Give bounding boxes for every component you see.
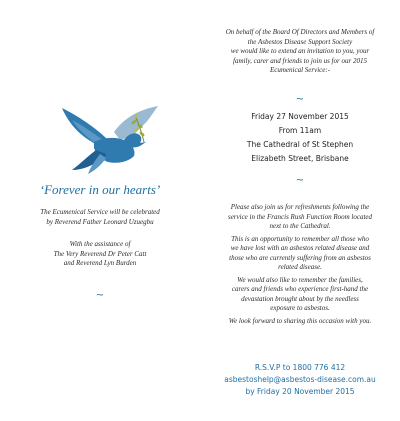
remember-paragraph: [200, 235, 400, 273]
families-paragraph: [200, 276, 400, 314]
assistance-text: [0, 240, 200, 269]
text-line: family, carer and friends to join us for our 2015: [233, 56, 367, 65]
closing-paragraph: We look forward to sharing this occasion with you.: [228, 316, 372, 325]
text-line: by Reverend Father Leonard Uzuegbu: [46, 217, 154, 226]
text-line: We would also like to remember the families,: [237, 275, 363, 284]
dove-with-olive-branch-icon: [58, 88, 166, 178]
text-line: The Ecumenical Service will be celebrated: [40, 208, 160, 216]
divider: ~: [295, 175, 305, 186]
text-line: exposure to asbestos.: [270, 304, 330, 312]
details-text: [200, 203, 400, 329]
text-line: next to the Cathedral.: [269, 222, 331, 230]
text-line: related disease.: [278, 263, 322, 271]
text-line: we have lost with an asbestos related disease and: [230, 244, 370, 252]
event-time: From 11am: [278, 126, 322, 135]
text-line: Please also join us for refreshments following the: [230, 203, 370, 211]
divider: ~: [95, 290, 105, 301]
celebrant-text: [0, 208, 200, 227]
text-line: devastation brought about by the needless: [241, 294, 359, 303]
text-line: we would like to extend an invitation to you, your: [230, 47, 370, 55]
divider: ~: [295, 94, 305, 105]
invitation-text: [200, 28, 400, 76]
rsvp-phone[interactable]: R.S.V.P to 1800 776 412: [254, 363, 346, 372]
text-line: those who are currently suffering from an asbestos: [229, 253, 371, 262]
event-address: Elizabeth Street, Brisbane: [251, 154, 349, 163]
text-line: and Reverend Lyn Burden: [63, 259, 137, 267]
rsvp-email-link[interactable]: asbestoshelp@asbestos-disease.com.au: [224, 375, 376, 384]
text-line: On behalf of the Board Of Directors and Members of: [225, 28, 375, 36]
event-details: [200, 110, 400, 166]
text-line: With the assistance of: [69, 240, 131, 248]
text-line: the Asbestos Disease Support Society: [247, 37, 353, 46]
event-venue: The Cathedral of St Stephen: [246, 140, 354, 149]
text-line: service in the Francis Rush Function Room located: [227, 212, 373, 221]
text-line: carers and friends who experience first-hand the: [231, 285, 369, 293]
event-date: Friday 27 November 2015: [251, 112, 349, 121]
rsvp-deadline: by Friday 20 November 2015: [245, 387, 355, 396]
text-line: The Very Reverend Dr Peter Catt: [53, 249, 147, 258]
refreshments-paragraph: [200, 203, 400, 232]
rsvp-block: [200, 362, 400, 398]
right-panel: [200, 0, 400, 421]
text-line: This is an opportunity to remember all those who: [231, 234, 369, 243]
tagline: ‘Forever in our hearts’: [39, 182, 161, 197]
text-line: Ecumenical Service:-: [269, 66, 331, 74]
